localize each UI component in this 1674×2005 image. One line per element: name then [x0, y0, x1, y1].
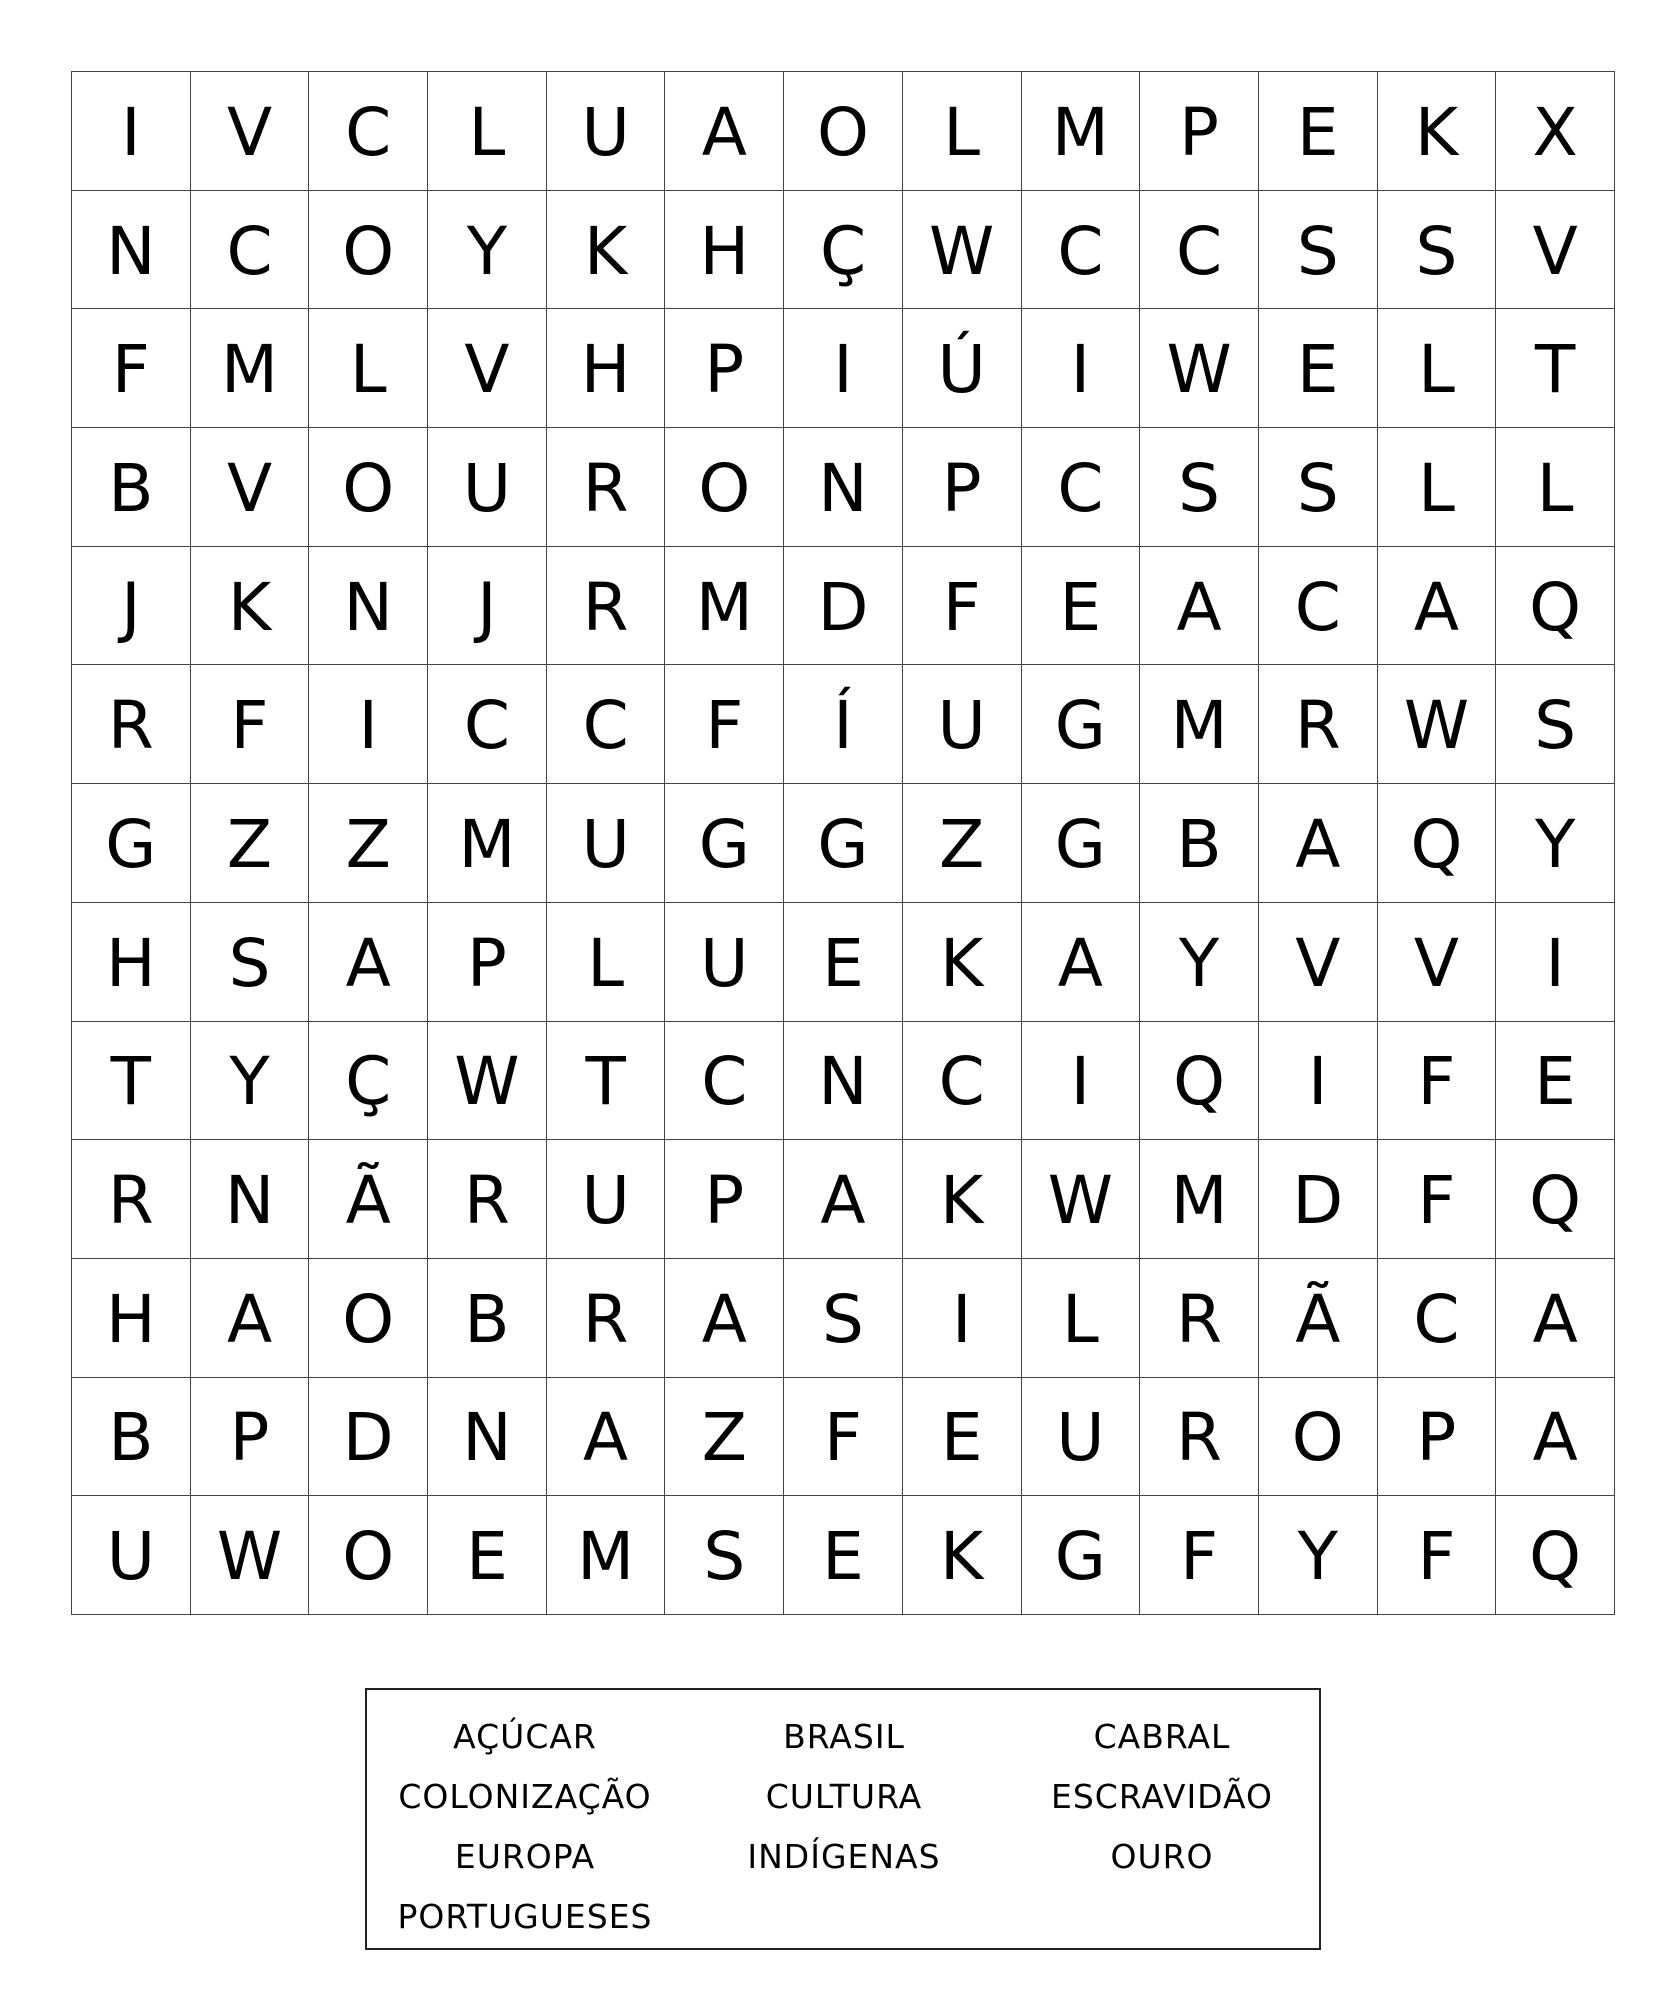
grid-cell[interactable]: Q	[1496, 547, 1615, 666]
grid-cell[interactable]: S	[1259, 191, 1378, 310]
grid-cell[interactable]: W	[903, 191, 1022, 310]
grid-cell[interactable]: L	[1496, 428, 1615, 547]
grid-cell[interactable]: Ã	[309, 1140, 428, 1259]
grid-cell[interactable]: A	[547, 1378, 666, 1497]
grid-cell[interactable]: P	[903, 428, 1022, 547]
word-bank-item: COLONIZAÇÃO	[398, 1777, 652, 1816]
grid-cell[interactable]: C	[1259, 547, 1378, 666]
grid-cell[interactable]: I	[1022, 309, 1141, 428]
grid-cell[interactable]: M	[1140, 1140, 1259, 1259]
grid-cell[interactable]: Z	[665, 1378, 784, 1497]
grid-cell[interactable]: Q	[1496, 1140, 1615, 1259]
grid-cell[interactable]: P	[665, 309, 784, 428]
grid-cell[interactable]: S	[1378, 191, 1497, 310]
grid-cell[interactable]: C	[665, 1022, 784, 1141]
grid-cell[interactable]: E	[1496, 1022, 1615, 1141]
grid-cell[interactable]: Y	[191, 1022, 310, 1141]
grid-cell[interactable]: K	[903, 1496, 1022, 1615]
grid-cell[interactable]: K	[1378, 72, 1497, 191]
grid-cell[interactable]: T	[1496, 309, 1615, 428]
grid-cell[interactable]: H	[547, 309, 666, 428]
word-bank-item: OURO	[1110, 1837, 1214, 1876]
grid-cell[interactable]: I	[1259, 1022, 1378, 1141]
grid-cell[interactable]: B	[428, 1259, 547, 1378]
grid-cell[interactable]: R	[547, 428, 666, 547]
grid-cell[interactable]: V	[1378, 903, 1497, 1022]
grid-cell[interactable]: F	[903, 547, 1022, 666]
word-bank-item: EUROPA	[454, 1837, 596, 1876]
grid-cell[interactable]: F	[784, 1378, 903, 1497]
grid-cell[interactable]: F	[191, 665, 310, 784]
grid-cell[interactable]: A	[191, 1259, 310, 1378]
grid-cell[interactable]: Ã	[1259, 1259, 1378, 1378]
grid-cell[interactable]: N	[309, 547, 428, 666]
grid-cell[interactable]: Ç	[309, 1022, 428, 1141]
word-bank-item: INDÍGENAS	[747, 1837, 941, 1876]
grid-cell[interactable]: C	[309, 72, 428, 191]
grid-cell[interactable]: S	[1140, 428, 1259, 547]
grid-cell[interactable]: O	[309, 1259, 428, 1378]
grid-cell[interactable]: E	[784, 1496, 903, 1615]
grid-cell[interactable]: K	[903, 903, 1022, 1022]
grid-cell[interactable]: E	[1022, 547, 1141, 666]
grid-cell[interactable]: A	[1140, 547, 1259, 666]
grid-cell[interactable]: D	[309, 1378, 428, 1497]
grid-cell[interactable]: C	[547, 665, 666, 784]
grid-cell[interactable]: Ú	[903, 309, 1022, 428]
grid-cell[interactable]: P	[191, 1378, 310, 1497]
grid-cell[interactable]: A	[309, 903, 428, 1022]
word-bank-item: CABRAL	[1093, 1717, 1231, 1756]
grid-cell[interactable]: G	[72, 784, 191, 903]
grid-cell[interactable]: V	[1496, 191, 1615, 310]
grid-cell[interactable]: Q	[1496, 1496, 1615, 1615]
grid-cell[interactable]: G	[784, 784, 903, 903]
word-search-grid	[71, 71, 1615, 1615]
grid-cell[interactable]: M	[1022, 72, 1141, 191]
grid-cell[interactable]: W	[1140, 309, 1259, 428]
grid-cell[interactable]: M	[665, 547, 784, 666]
grid-cell[interactable]: Q	[1140, 1022, 1259, 1141]
grid-cell[interactable]: N	[784, 1022, 903, 1141]
grid-cell[interactable]: V	[428, 309, 547, 428]
grid-cell[interactable]: W	[1022, 1140, 1141, 1259]
grid-cell[interactable]: S	[191, 903, 310, 1022]
grid-cell[interactable]: S	[1496, 665, 1615, 784]
grid-cell[interactable]: P	[1140, 72, 1259, 191]
grid-cell[interactable]: U	[1022, 1378, 1141, 1497]
grid-cell[interactable]: V	[1259, 903, 1378, 1022]
grid-cell[interactable]: A	[1259, 784, 1378, 903]
grid-cell[interactable]: E	[428, 1496, 547, 1615]
word-bank-item: ESCRAVIDÃO	[1050, 1777, 1273, 1816]
grid-cell[interactable]: N	[191, 1140, 310, 1259]
grid-cell[interactable]: Y	[1140, 903, 1259, 1022]
grid-cell[interactable]: T	[547, 1022, 666, 1141]
grid-cell[interactable]: C	[903, 1022, 1022, 1141]
grid-cell[interactable]: S	[784, 1259, 903, 1378]
grid-cell[interactable]: T	[72, 1022, 191, 1141]
grid-cell[interactable]: R	[1259, 665, 1378, 784]
grid-cell[interactable]: I	[309, 665, 428, 784]
grid-cell[interactable]: S	[665, 1496, 784, 1615]
word-bank-item: PORTUGUESES	[397, 1897, 653, 1936]
grid-cell[interactable]: L	[1378, 428, 1497, 547]
grid-cell[interactable]: W	[428, 1022, 547, 1141]
grid-cell[interactable]: M	[428, 784, 547, 903]
grid-cell[interactable]: C	[428, 665, 547, 784]
grid-cell[interactable]: C	[1140, 191, 1259, 310]
grid-cell[interactable]: G	[1022, 1496, 1141, 1615]
grid-cell[interactable]: I	[1496, 903, 1615, 1022]
grid-cell[interactable]: R	[428, 1140, 547, 1259]
grid-cell[interactable]: B	[72, 1378, 191, 1497]
grid-cell[interactable]: A	[1496, 1259, 1615, 1378]
grid-cell[interactable]: W	[1378, 665, 1497, 784]
grid-cell[interactable]: E	[1259, 72, 1378, 191]
grid-cell[interactable]: N	[784, 428, 903, 547]
grid-cell[interactable]: C	[191, 191, 310, 310]
grid-cell[interactable]: O	[309, 428, 428, 547]
grid-cell[interactable]: P	[665, 1140, 784, 1259]
grid-cell[interactable]: G	[1022, 784, 1141, 903]
grid-cell[interactable]: Z	[309, 784, 428, 903]
grid-cell[interactable]: Í	[784, 665, 903, 784]
grid-cell[interactable]: U	[665, 903, 784, 1022]
grid-cell[interactable]: I	[1022, 1022, 1141, 1141]
grid-cell[interactable]: U	[428, 428, 547, 547]
grid-cell[interactable]: U	[547, 784, 666, 903]
grid-cell[interactable]: G	[665, 784, 784, 903]
grid-cell[interactable]: J	[72, 547, 191, 666]
grid-cell[interactable]: X	[1496, 72, 1615, 191]
grid-cell[interactable]: Ç	[784, 191, 903, 310]
grid-cell[interactable]: B	[1140, 784, 1259, 903]
grid-cell[interactable]: Y	[1496, 784, 1615, 903]
word-bank	[365, 1688, 1321, 1950]
grid-cell[interactable]: E	[903, 1378, 1022, 1497]
grid-cell[interactable]: F	[1378, 1496, 1497, 1615]
grid-cell[interactable]: L	[309, 309, 428, 428]
grid-cell[interactable]: P	[1378, 1378, 1497, 1497]
grid-cell[interactable]: K	[191, 547, 310, 666]
grid-cell[interactable]: C	[1378, 1259, 1497, 1378]
grid-cell[interactable]: O	[309, 1496, 428, 1615]
grid-cell[interactable]: O	[784, 72, 903, 191]
grid-cell[interactable]: Z	[903, 784, 1022, 903]
grid-cell[interactable]: L	[428, 72, 547, 191]
grid-cell[interactable]: L	[1022, 1259, 1141, 1378]
grid-cell[interactable]: G	[1022, 665, 1141, 784]
grid-cell[interactable]: V	[191, 428, 310, 547]
grid-cell[interactable]: K	[547, 191, 666, 310]
grid-cell[interactable]: U	[547, 72, 666, 191]
grid-cell[interactable]: H	[72, 903, 191, 1022]
grid-cell[interactable]: H	[665, 191, 784, 310]
grid-cell[interactable]: F	[665, 665, 784, 784]
grid-cell[interactable]: P	[428, 903, 547, 1022]
grid-cell[interactable]: A	[1496, 1378, 1615, 1497]
grid-cell[interactable]: R	[1140, 1378, 1259, 1497]
grid-cell[interactable]: S	[1259, 428, 1378, 547]
grid-cell[interactable]: M	[191, 309, 310, 428]
grid-cell[interactable]: F	[1140, 1496, 1259, 1615]
grid-cell[interactable]: Y	[428, 191, 547, 310]
grid-cell[interactable]: I	[784, 309, 903, 428]
grid-cell[interactable]: V	[191, 72, 310, 191]
grid-cell[interactable]: M	[1140, 665, 1259, 784]
grid-cell[interactable]: O	[1259, 1378, 1378, 1497]
grid-cell[interactable]: A	[1378, 547, 1497, 666]
grid-cell[interactable]: J	[428, 547, 547, 666]
grid-cell[interactable]: L	[1378, 309, 1497, 428]
grid-cell[interactable]: I	[72, 72, 191, 191]
word-bank-item: CULTURA	[765, 1777, 923, 1816]
grid-cell[interactable]: A	[665, 1259, 784, 1378]
grid-cell[interactable]: A	[1022, 903, 1141, 1022]
grid-cell[interactable]: F	[1378, 1140, 1497, 1259]
grid-cell[interactable]: O	[309, 191, 428, 310]
grid-cell[interactable]: Q	[1378, 784, 1497, 903]
grid-cell[interactable]: Z	[191, 784, 310, 903]
grid-cell[interactable]: U	[72, 1496, 191, 1615]
grid-cell[interactable]: U	[903, 665, 1022, 784]
grid-cell[interactable]: Y	[1259, 1496, 1378, 1615]
grid-cell[interactable]: D	[1259, 1140, 1378, 1259]
grid-cell[interactable]: C	[1022, 191, 1141, 310]
grid-cell[interactable]: L	[903, 72, 1022, 191]
grid-cell[interactable]: B	[72, 428, 191, 547]
grid-cell[interactable]: A	[784, 1140, 903, 1259]
grid-cell[interactable]: R	[72, 1140, 191, 1259]
grid-cell[interactable]: U	[547, 1140, 666, 1259]
grid-cell[interactable]: N	[428, 1378, 547, 1497]
grid-cell[interactable]: E	[1259, 309, 1378, 428]
grid-cell[interactable]: M	[547, 1496, 666, 1615]
grid-cell[interactable]: I	[903, 1259, 1022, 1378]
word-bank-item: BRASIL	[783, 1717, 905, 1756]
grid-cell[interactable]: D	[784, 547, 903, 666]
grid-cell[interactable]: A	[665, 72, 784, 191]
grid-cell[interactable]: W	[191, 1496, 310, 1615]
grid-cell[interactable]: H	[72, 1259, 191, 1378]
grid-cell[interactable]: L	[547, 903, 666, 1022]
grid-cell[interactable]: N	[72, 191, 191, 310]
grid-cell[interactable]: R	[72, 665, 191, 784]
grid-cell[interactable]: C	[1022, 428, 1141, 547]
word-bank-item: AÇÚCAR	[453, 1717, 597, 1756]
grid-cell[interactable]: F	[72, 309, 191, 428]
grid-cell[interactable]: K	[903, 1140, 1022, 1259]
grid-cell[interactable]: R	[547, 547, 666, 666]
grid-cell[interactable]: E	[784, 903, 903, 1022]
grid-cell[interactable]: R	[547, 1259, 666, 1378]
grid-cell[interactable]: R	[1140, 1259, 1259, 1378]
grid-cell[interactable]: F	[1378, 1022, 1497, 1141]
grid-cell[interactable]: O	[665, 428, 784, 547]
